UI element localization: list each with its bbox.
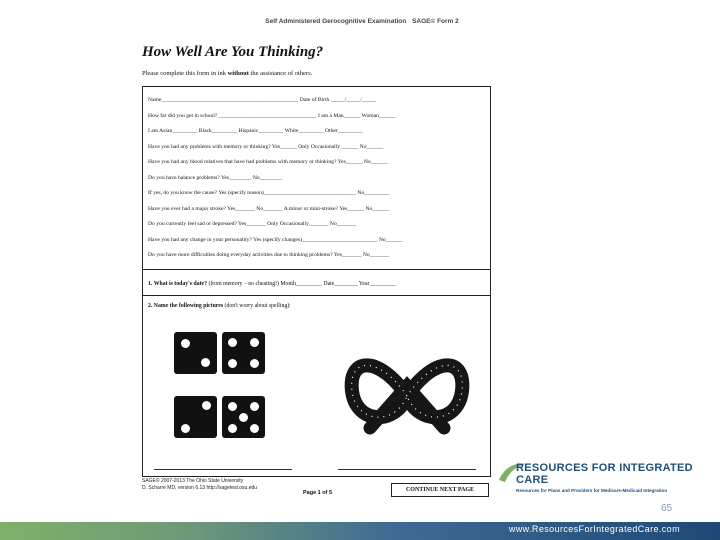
form-row: Do you have balance problems? Yes________ No________ [148,174,283,181]
question2-rest: (don't worry about spelling): [223,303,291,309]
copyright-line1: SAGE© 2007-2013 The Ohio State University [142,478,244,484]
pretzel-picture [340,336,474,440]
question2 [148,303,291,309]
continue-next-page-box: CONTINUE NEXT PAGE [391,483,489,497]
form-row: If yes, do you know the cause? Yes (specify reason)_________________________________ No_________ [148,190,390,196]
question1-rest: (from memory – no cheating!) Month_________ Date________ Year_________ [207,281,396,287]
form-row: Have you had any problems with memory or thinking? Yes______ Only Occasionally ______ No______ [148,143,384,150]
instructions-before: Please complete this form in ink [142,70,228,77]
logo-subtitle: Resources for Plans and Providers for Medicare-Medicaid Integration [516,488,668,493]
form-row: How far did you get in school? ___________________________________ I am a Man______ Woman______ [148,112,396,119]
form-row: Have you had any change in your personality? Yes (specify changes)___________________________ No______ [148,236,403,243]
answer-line-dice[interactable] [154,469,292,470]
question1 [148,281,396,287]
instructions-bold: without [227,70,249,77]
copyright [142,478,257,492]
die-two-b [174,396,217,438]
copyright-line2: D. Scharre MD, version 6.13 http://sagetest.osu.edu [142,485,258,491]
form-title: How Well Are You Thinking? [142,44,324,60]
form-row: Do you currently feel sad or depressed? Yes_______ Only Occasionally_______ No_______ [148,221,357,227]
form-row: Do you have more difficulties doing everyday activities due to thinking problems? Yes_______ No_______ [148,252,390,258]
page-indicator: Page 1 of 5 [303,490,333,496]
form-row: Have you ever had a major stroke? Yes_______ No_______ A minor or mini-stroke? Yes______ No______ [148,205,390,212]
question1-label: 1. What is today's date? [148,281,207,287]
form-row: I am Asian_________ Black_________ Hispanic_________ White_________ Other_________ [148,128,363,134]
question2-label: 2. Name the following pictures [148,303,224,309]
form-header-id: SAGE© Form 2 [412,18,459,25]
die-five [222,396,265,438]
slide-number: 65 [661,503,673,514]
form-row: Have you had any blood relatives that have had problems with memory or thinking? Yes______ No______ [148,159,388,165]
die-four [222,332,265,374]
form-header-label: Self Administered Gerocognitive Examination [265,18,407,25]
answer-line-pretzel[interactable] [338,469,476,470]
logo-text: RESOURCES FOR INTEGRATED CARE [516,462,693,486]
instructions-after: the assistance of others. [248,70,313,77]
form-instructions [142,70,312,77]
form-header [0,18,720,25]
form-row: Name_________________________________________________ Date of Birth _____/_____/_____ [148,97,376,103]
die-two [174,332,217,374]
website-link[interactable]: www.ResourcesForIntegratedCare.com [508,524,680,534]
